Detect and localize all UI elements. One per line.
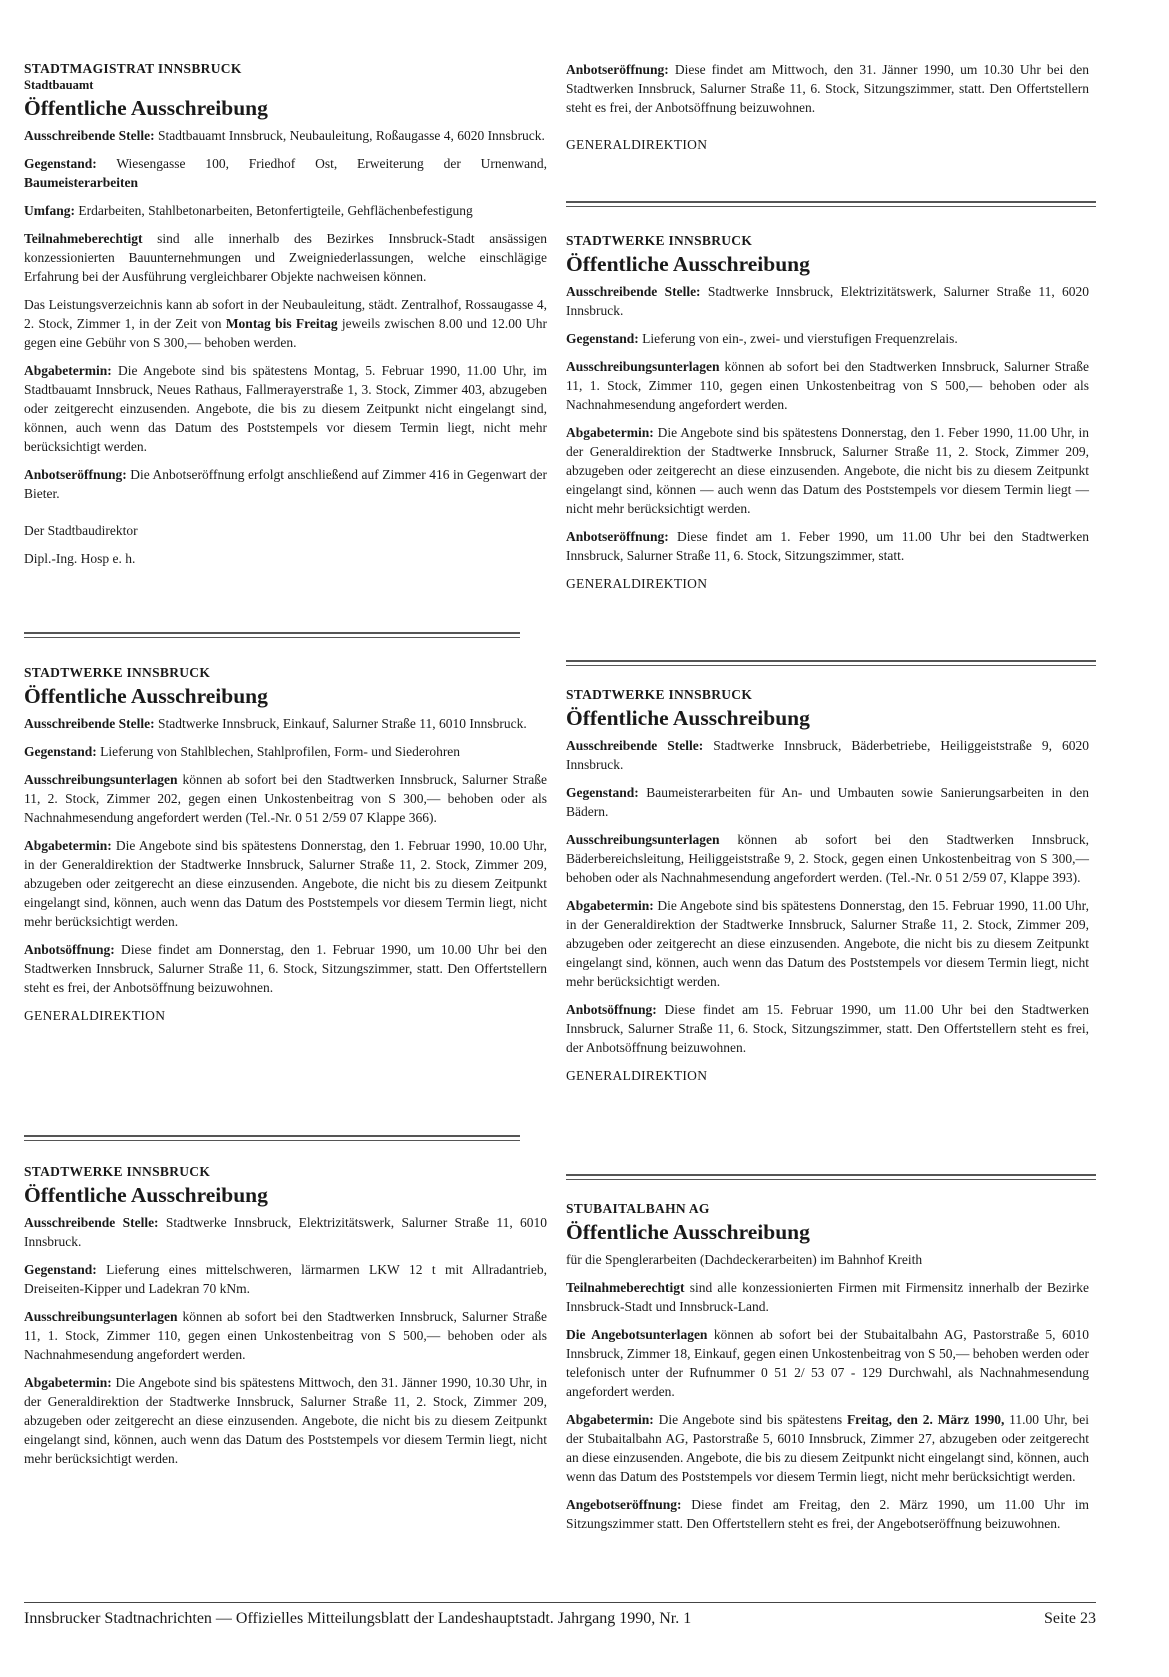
notice-title: Öffentliche Ausschreibung [24,684,268,708]
paragraph: Umfang: Erdarbeiten, Stahlbetonarbeiten, Betonfertigteile, Gehflächenbefestigung [24,203,473,218]
paragraph: für die Spenglerarbeiten (Dachdeckerarbeiten) im Bahnhof Kreith [566,1252,923,1267]
paragraph: Ausschreibende Stelle: Stadtwerke Innsbruck, Bäderbetriebe, Heiliggeiststraße 9, 6020 Innsbruck. [566,738,1089,772]
signature-name: Dipl.-Ing. Hosp e. h. [24,551,136,566]
paragraph: Anbotsöffnung: Diese findet am Donnerstag, den 1. Februar 1990, um 10.00 Uhr bei den Stadtwerken Innsbruck, Salurner Straße 11, 6. Stock, Sitzungszimmer, statt. Den Offertstellern steht es frei, der Anbotsöffnung beizuwohnen. [24,942,547,995]
signature-generaldirektion: GENERALDIREKTION [566,137,708,152]
notice-stubaitalbahn [566,1200,1089,1542]
notice-continuation [566,60,1089,163]
paragraph: Angebotseröffnung: Diese findet am Freitag, den 2. März 1990, um 11.00 Uhr im Sitzungszimmer statt. Den Offertstellern steht es frei, der Angebotseröffnung beizuwohnen. [566,1497,1089,1531]
signature-generaldirektion: GENERALDIREKTION [566,1068,708,1083]
paragraph: Gegenstand: Lieferung von Stahlblechen, Stahlprofilen, Form- und Siederohren [24,744,461,759]
paragraph: Ausschreibungsunterlagen können ab sofort bei den Stadtwerken Innsbruck, Bäderbereichsleitung, Heiliggeiststraße 9, 2. Stock, gegen einen Unkostenbeitrag von S 300,— behoben oder als Nachnahmesendung angefordert werden. (Tel.-Nr. 0 51 2/59 07, Klappe 393). [566,832,1089,885]
paragraph: Ausschreibende Stelle: Stadtwerke Innsbruck, Einkauf, Salurner Straße 11, 6010 Innsbruck. [24,716,527,731]
notice-sub: Stadtbauamt [24,78,94,92]
notice-title: Öffentliche Ausschreibung [24,1183,268,1207]
notice-baeder [566,686,1089,1094]
paragraph: Ausschreibende Stelle: Stadtwerke Innsbruck, Elektrizitätswerk, Salurner Straße 11, 6010 Innsbruck. [24,1215,547,1249]
paragraph: Ausschreibungsunterlagen können ab sofort bei den Stadtwerken Innsbruck, Salurner Straße 11, 1. Stock, Zimmer 110, gegen einen Unkostenbeitrag von S 500,— behoben oder als Nachnahmesendung angefordert werden. [566,359,1089,412]
notice-title: Öffentliche Ausschreibung [566,1220,810,1244]
signature-generaldirektion: GENERALDIREKTION [566,576,708,591]
paragraph: Die Angebotsunterlagen können ab sofort bei der Stubaitalbahn AG, Pastorstraße 5, 6010 Innsbruck, Zimmer 18, Einkauf, gegen einen Unkostenbeitrag von S 50,— behoben werden oder telefonisch unter der Rufnummer 0 51 2/ 53 07 - 129 Durchwahl, als Nachnahmesendung angefordert werden. [566,1327,1089,1399]
notice-title: Öffentliche Ausschreibung [24,96,268,120]
paragraph: Abgabetermin: Die Angebote sind bis spätestens Donnerstag, den 1. Februar 1990, 10.00 Uhr, in der Generaldirektion der Stadtwerke Innsbruck, Salurner Straße 11, 2. Stock, Zimmer 209, abzugeben oder zeitgerecht an diese einzusenden. Angebote, die nicht bis zu diesem Zeitpunkt eingelangt sind, können, auch wenn das Datum des Poststempels vor diesem Termin liegt, nicht mehr berücksichtigt werden. [24,838,547,929]
paragraph: Abgabetermin: Die Angebote sind bis spätestens Montag, 5. Februar 1990, 11.00 Uhr, im Stadtbauamt Innsbruck, Neues Rathaus, Fallmerayerstraße 1, 3. Stock, Zimmer 403, abzugeben oder zeitgerecht einzusenden. Angebote, die bis zu diesem Zeitpunkt nicht eingelangt sind, können, auch wenn das Datum des Poststempels vor diesem Termin liegt, nicht mehr berücksichtigt werden. [24,363,547,454]
paragraph: Gegenstand: Lieferung eines mittelschweren, lärmarmen LKW 12 t mit Allradantrieb, Dreiseiten-Kipper und Ladekran 70 kNm. [24,1262,547,1296]
notice-stadtbauamt [24,60,547,577]
page-footer [24,1610,1096,1628]
notice-stadtwerke-lkw [24,1163,547,1477]
paragraph: Teilnahmeberechtigt sind alle konzessionierten Firmen mit Firmensitz innerhalb der Bezirke Innsbruck-Stadt und Innsbruck-Land. [566,1280,1089,1314]
notice-org: STADTWERKE INNSBRUCK [24,1164,211,1179]
paragraph: Abgabetermin: Die Angebote sind bis spätestens Donnerstag, den 15. Februar 1990, 11.00 Uhr, in der Generaldirektion der Stadtwerke Innsbruck, Salurner Straße 11, 2. Stock, Zimmer 209, abzugeben oder zeitgerecht an diese einzusenden. Angebote, die nicht bis zu diesem Zeitpunkt eingelangt sind, können, auch wenn das Datum des Poststempels vor diesem Termin liegt, nicht mehr berücksichtigt werden. [566,898,1089,989]
paragraph: Abgabetermin: Die Angebote sind bis spätestens Donnerstag, den 1. Feber 1990, 11.00 Uhr, in der Generaldirektion der Stadtwerke Innsbruck, Salurner Straße 11, 2. Stock, Zimmer 209, abzugeben oder zeitgerecht an diese einzusenden. Angebote, die nicht bis zu diesem Zeitpunkt eingelangt sind, können — auch wenn das Datum des Poststempels vor diesem Termin liegt — nicht mehr berücksichtigt werden. [566,425,1089,516]
notice-frequenzrelais [566,232,1089,602]
paragraph: Anbotsöffnung: Diese findet am 15. Februar 1990, um 11.00 Uhr bei den Stadtwerken Innsbruck, Salurner Straße 11, 6. Stock, Sitzungszimmer, statt. Den Offertstellern steht es frei, der Anbotsöffnung beizuwohnen. [566,1002,1089,1055]
notice-org: STADTWERKE INNSBRUCK [566,233,753,248]
paragraph: Anbotseröffnung: Die Anbotseröffnung erfolgt anschließend auf Zimmer 416 in Gegenwart der Bieter. [24,467,547,501]
paragraph: Gegenstand: Wiesengasse 100, Friedhof Ost, Erweiterung der Urnenwand, Baumeisterarbeiten [24,156,547,190]
notice-stadtwerke-einkauf [24,664,547,1034]
notice-org: STADTWERKE INNSBRUCK [566,687,753,702]
footer-rule [24,1602,1096,1603]
section-divider [566,660,1096,666]
paragraph: Ausschreibungsunterlagen können ab sofort bei den Stadtwerken Innsbruck, Salurner Straße 11, 1. Stock, Zimmer 110, gegen einen Unkostenbeitrag von S 500,— behoben oder als Nachnahmesendung angefordert werden. [24,1309,547,1362]
notice-org: STADTWERKE INNSBRUCK [24,665,211,680]
paragraph: Abgabetermin: Die Angebote sind bis spätestens Mittwoch, den 31. Jänner 1990, 10.30 Uhr, in der Generaldirektion der Stadtwerke Innsbruck, Salurner Straße 11, 2. Stock, Zimmer 209, abzugeben oder zeitgerecht an diese einzusenden. Angebote, die nicht bis zu diesem Zeitpunkt eingelangt sind, können, auch wenn das Datum des Poststempels vor diesem Termin liegt, nicht mehr berücksichtigt werden. [24,1375,547,1466]
paragraph: Anbotseröffnung: Diese findet am Mittwoch, den 31. Jänner 1990, um 10.30 Uhr bei den Stadtwerken Innsbruck, Salurner Straße 11, 6. Stock, Sitzungszimmer, statt. Den Offertstellern steht es frei, der Anbotsöffnung beizuwohnen. [566,62,1089,115]
paragraph: Abgabetermin: Die Angebote sind bis spätestens Freitag, den 2. März 1990, 11.00 Uhr, bei der Stubaitalbahn AG, Pastorstraße 5, 6010 Innsbruck, Zimmer 27, abzugeben oder zeitgerecht an diese einzusenden. Angebote, die bis zu diesem Zeitpunkt nicht eingelangt sind, können, auch wenn das Datum des Poststempels vor diesem Termin liegt, nicht mehr berücksichtigt werden. [566,1412,1089,1484]
page-number: Seite 23 [1044,1610,1096,1627]
paragraph: Teilnahmeberechtigt sind alle innerhalb des Bezirkes Innsbruck-Stadt ansässigen konzessionierten Bauunternehmungen und Zweigniederlassungen, welche einschlägige Erfahrung bei der Ausführung vergleichbarer Objekte nachweisen können. [24,231,547,284]
footer-publication: Innsbrucker Stadtnachrichten — Offizielles Mitteilungsblatt der Landeshauptstadt. Jahrgang 1990, Nr. 1 [24,1610,692,1627]
notice-org: STADTMAGISTRAT INNSBRUCK [24,61,242,76]
section-divider [24,632,520,638]
paragraph: Ausschreibende Stelle: Stadtbauamt Innsbruck, Neubauleitung, Roßaugasse 4, 6020 Innsbruck. [24,128,545,143]
paragraph: Das Leistungsverzeichnis kann ab sofort in der Neubauleitung, städt. Zentralhof, Rossaugasse 4, 2. Stock, Zimmer 1, in der Zeit von Montag bis Freitag jeweils zwischen 8.00 und 12.00 Uhr gegen eine Gebühr von S 300,— behoben werden. [24,297,547,350]
section-divider [566,1174,1096,1180]
paragraph: Gegenstand: Baumeisterarbeiten für An- und Umbauten sowie Sanierungsarbeiten in den Bädern. [566,785,1089,819]
paragraph: Ausschreibende Stelle: Stadtwerke Innsbruck, Elektrizitätswerk, Salurner Straße 11, 6020 Innsbruck. [566,284,1089,318]
section-divider [566,201,1096,207]
signature-generaldirektion: GENERALDIREKTION [24,1008,166,1023]
paragraph: Ausschreibungsunterlagen können ab sofort bei den Stadtwerken Innsbruck, Salurner Straße 11, 2. Stock, Zimmer 202, gegen einen Unkostenbeitrag von S 300,— behoben oder als Nachnahmesendung angefordert werden (Tel.-Nr. 0 51 2/59 07 Klappe 366). [24,772,547,825]
notice-title: Öffentliche Ausschreibung [566,706,810,730]
paragraph: Gegenstand: Lieferung von ein-, zwei- und vierstufigen Frequenzrelais. [566,331,958,346]
paragraph: Anbotseröffnung: Diese findet am 1. Feber 1990, um 11.00 Uhr bei den Stadtwerken Innsbruck, Salurner Straße 11, 6. Stock, Sitzungszimmer, statt. [566,529,1089,563]
notice-org: STUBAITALBAHN AG [566,1201,710,1216]
notice-title: Öffentliche Ausschreibung [566,252,810,276]
signature-title: Der Stadtbaudirektor [24,523,138,538]
section-divider [24,1135,520,1141]
